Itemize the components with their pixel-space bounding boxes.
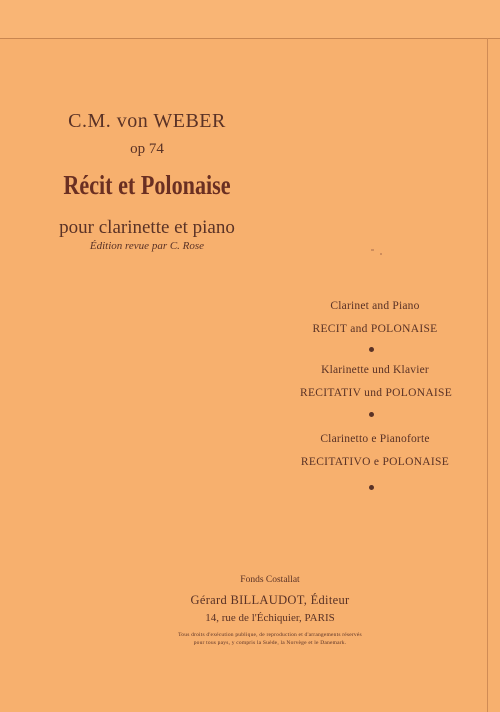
instrumentation-german: Klarinette und Klavier: [321, 364, 429, 376]
language-block-english: [300, 299, 450, 336]
publisher-address: 14, rue de l'Échiquier, PARIS: [205, 612, 335, 624]
instrumentation-subtitle: pour clarinette et piano: [59, 217, 235, 238]
opus-number: op 74: [130, 141, 164, 157]
page-border-right: [487, 38, 488, 712]
instrumentation-italian: Clarinetto e Pianoforte: [320, 433, 430, 445]
separator-bullet: [369, 412, 374, 417]
publisher-block: [100, 574, 440, 647]
edition-credit: Édition revue par C. Rose: [89, 240, 205, 252]
publisher-name: Gérard BILLAUDOT, Éditeur: [190, 593, 350, 607]
publisher-collection: Fonds Costallat: [240, 575, 300, 585]
page-border-top: [0, 38, 500, 39]
language-block-italian: [300, 432, 450, 469]
paper-speck: [371, 249, 374, 251]
title-italian: RECITATIVO e POLONAISE: [300, 456, 450, 468]
composer-name: C.M. von WEBER: [68, 110, 226, 132]
rights-line: pour tous pays, y compris la Suède, la Norvège et le Danemark.: [193, 639, 347, 646]
top-margin: [0, 0, 500, 38]
paper-speck: [380, 253, 382, 255]
title-english: RECIT and POLONAISE: [312, 323, 438, 335]
separator-bullet: [369, 347, 374, 352]
title-german: RECITATIV und POLONAISE: [300, 387, 453, 399]
rights-line: Tous droits d'exécution publique, de reproduction et d'arrangements réservés: [178, 632, 362, 638]
rights-notice: [100, 632, 440, 647]
work-title: Récit et Polonaise: [63, 170, 231, 200]
separator-bullet: [369, 485, 374, 490]
instrumentation-english: Clarinet and Piano: [330, 300, 420, 312]
language-block-german: [300, 363, 453, 400]
